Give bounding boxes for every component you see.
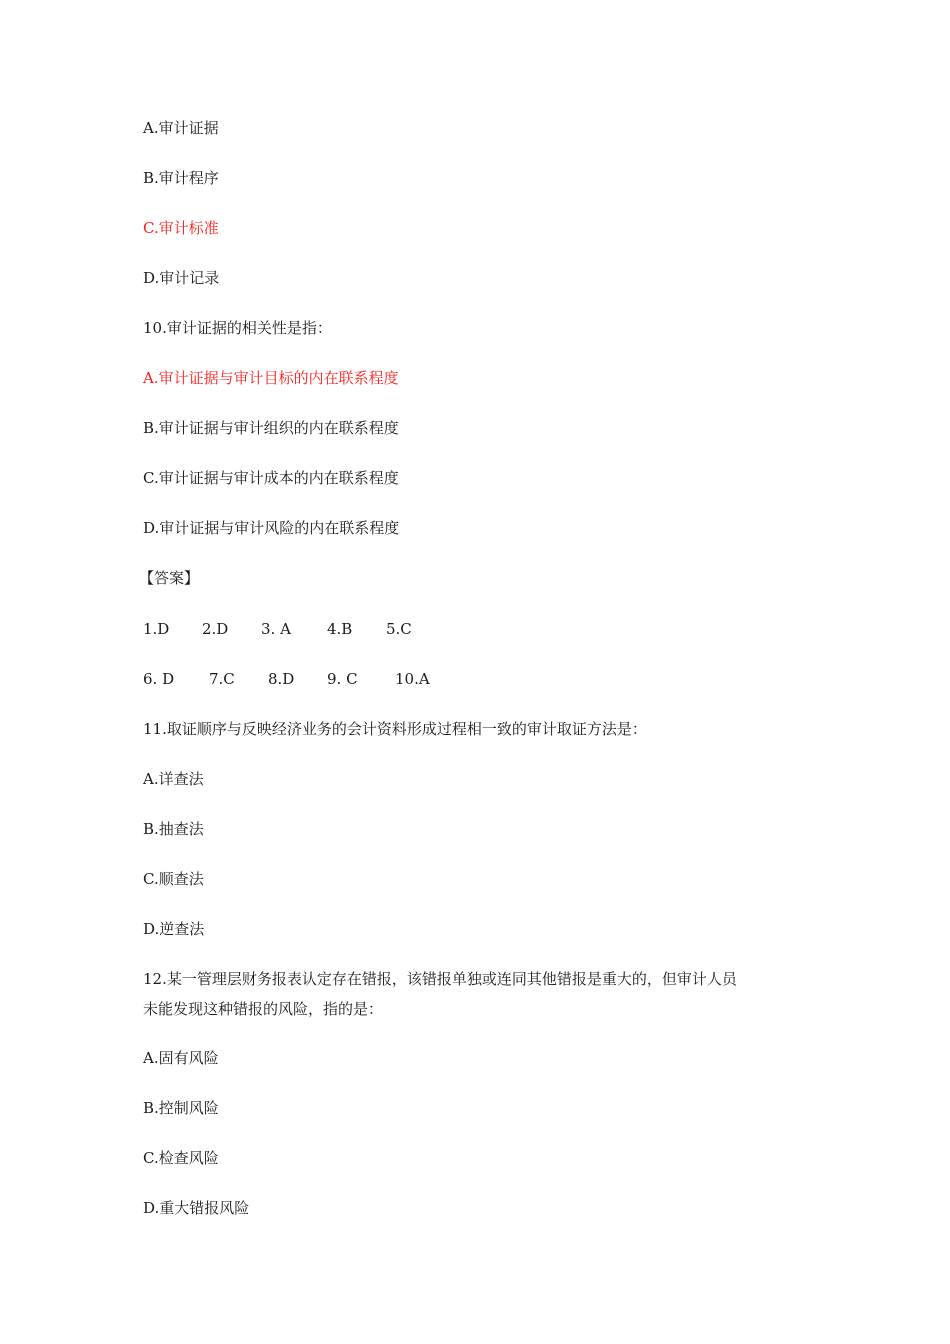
q9-option-d: D.审计记录 (143, 269, 220, 287)
q9-option-b: B.审计程序 (143, 169, 219, 187)
q11-stem: 11.取证顺序与反映经济业务的会计资料形成过程相一致的审计取证方法是： (143, 720, 647, 738)
answer-item: 1.D (143, 620, 170, 638)
answer-item: 6. D (143, 670, 175, 688)
answer-item: 7.C (209, 670, 235, 688)
answer-item: 5.C (386, 620, 412, 638)
q10-option-a-correct: A.审计证据与审计目标的内在联系程度 (143, 369, 399, 387)
q12-option-d: D.重大错报风险 (143, 1199, 250, 1217)
q12-stem-line-2: 未能发现这种错报的风险，指的是： (143, 1000, 384, 1018)
answer-item: 4.B (327, 620, 353, 638)
answer-item: 8.D (268, 670, 295, 688)
q11-option-b: B.抽查法 (143, 820, 204, 838)
answers-row-2 (143, 667, 430, 692)
q11-option-a: A.详查法 (143, 770, 204, 788)
q11-option-d: D.逆查法 (143, 920, 205, 938)
q10-stem: 10.审计证据的相关性是指： (143, 319, 332, 337)
answers-heading: 【答案】 (139, 569, 200, 587)
q12-option-c: C.检查风险 (143, 1149, 219, 1167)
answer-item: 2.D (202, 620, 229, 638)
q10-option-d: D.审计证据与审计风险的内在联系程度 (143, 519, 400, 537)
q10-option-b: B.审计证据与审计组织的内在联系程度 (143, 419, 399, 437)
q10-option-c: C.审计证据与审计成本的内在联系程度 (143, 469, 399, 487)
q12-option-a: A.固有风险 (143, 1049, 219, 1067)
answer-item: 9. C (327, 670, 358, 688)
q12-option-b: B.控制风险 (143, 1099, 219, 1117)
q9-option-c-correct: C.审计标准 (143, 219, 219, 237)
q9-option-a: A.审计证据 (143, 119, 219, 137)
answer-item: 10.A (395, 670, 430, 688)
q12-stem-line-1: 12.某一管理层财务报表认定存在错报，该错报单独或连同其他错报是重大的，但审计人员 (143, 970, 737, 988)
q11-option-c: C.顺查法 (143, 870, 204, 888)
answers-row-1 (143, 617, 412, 642)
answer-item: 3. A (261, 620, 291, 638)
